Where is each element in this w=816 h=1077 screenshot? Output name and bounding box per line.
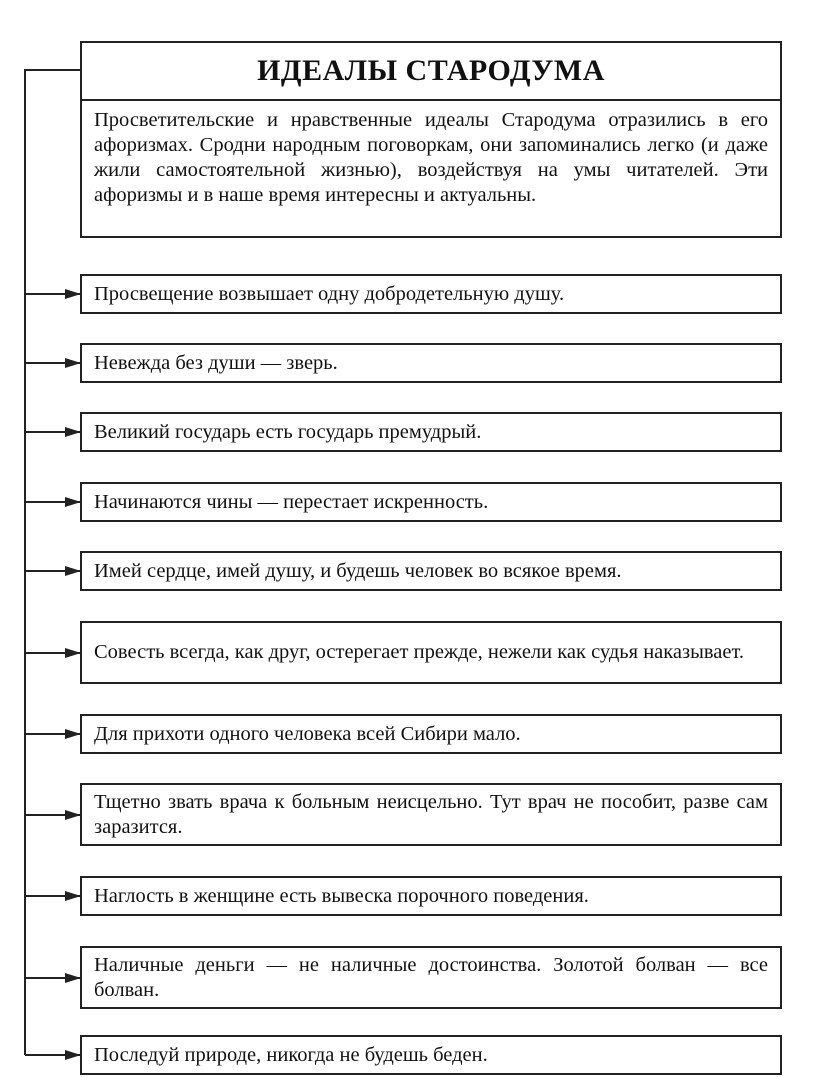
aphorism-box-7 [80, 714, 782, 754]
aphorism-box-6 [80, 621, 782, 684]
aphorism-text: Начинаются чины — перестает искренность. [94, 490, 489, 513]
aphorism-box-8 [80, 783, 782, 846]
arrow-group [25, 294, 80, 1055]
aphorism-text: Наличные деньги — не наличные достоинства. Золотой болван — все болван. [94, 953, 768, 1001]
aphorism-box-10 [80, 946, 782, 1009]
aphorism-text: Совесть всегда, как друг, остерегает прежде, нежели как судья наказывает. [94, 641, 745, 663]
aphorism-text: Последуй природе, никогда не будешь беден. [94, 1043, 488, 1066]
aphorism-box-4 [80, 482, 782, 522]
page-title: ИДЕАЛЫ СТАРОДУМА [82, 43, 780, 101]
aphorism-text: Наглость в женщине есть вывеска порочного поведения. [94, 884, 589, 907]
aphorism-text: Для прихоти одного человека всей Сибири мало. [94, 722, 521, 745]
aphorism-box-5 [80, 551, 782, 591]
trunk-line [25, 70, 80, 1055]
aphorism-box-2 [80, 343, 782, 383]
aphorism-text: Тщетно звать врача к больным неисцельно. Тут врач не пособит, разве сам заразится. [94, 790, 768, 838]
intro-text: Просветительские и нравственные идеалы Стародума отразились в его афоризмах. Сродни народным поговоркам, они запоминались легко (и даже жили самостоятельной жизнью), воздействуя на умы читателей. Эти афоризмы и в наше время интересны и актуальны. [94, 109, 768, 206]
aphorism-box-3 [80, 412, 782, 452]
title-box [80, 41, 782, 238]
aphorism-text: Имей сердце, имей душу, и будешь человек во всякое время. [94, 559, 622, 582]
aphorism-text: Невежда без души — зверь. [94, 351, 338, 374]
aphorism-text: Просвещение возвышает одну добродетельную душу. [94, 282, 565, 305]
aphorism-box-11 [80, 1035, 782, 1075]
aphorism-text: Великий государь есть государь премудрый. [94, 420, 482, 443]
aphorism-box-1 [80, 274, 782, 314]
aphorism-box-9 [80, 876, 782, 916]
